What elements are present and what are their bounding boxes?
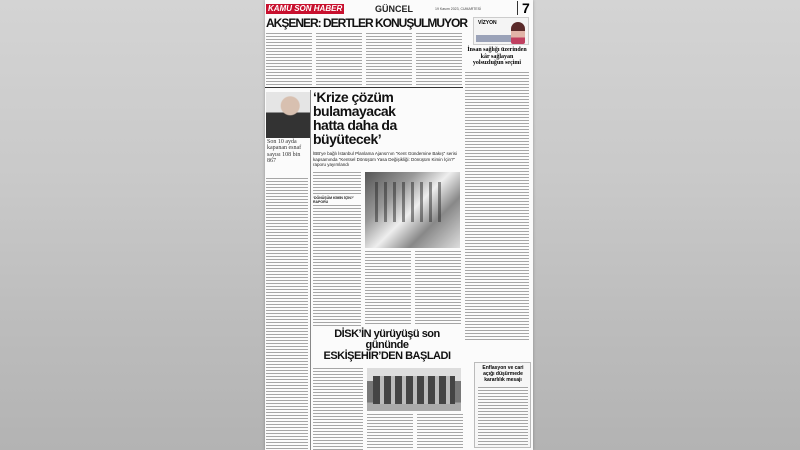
economy-headline: Enflasyon ve cari açığı düşürmede kararlılık mesajı (482, 365, 524, 383)
side-story-headline: Son 10 ayda kapanan esnaf sayısı 108 bin 867 (267, 139, 302, 165)
main-headline-line: ‘Krize çözüm bulamayacak (313, 89, 396, 119)
main-story-text (415, 251, 461, 326)
column-headline: İnsan sağlığı üzerinden kâr sağlayan yolsuzluğun seçimi (467, 47, 527, 67)
march-photo (367, 368, 461, 411)
column-label: VİZYON (478, 20, 497, 26)
side-story-text (266, 178, 308, 450)
divider (265, 87, 463, 88)
main-subhead: ‘DÖNÜŞÜM KİMİN İÇİN?’ RAPORU (313, 196, 361, 204)
portrait-photo (266, 92, 310, 138)
section-title: GÜNCEL (375, 4, 413, 14)
columnist-name-bar (476, 35, 512, 42)
top-story-text (266, 33, 312, 85)
top-story-text (416, 33, 462, 85)
disk-headline-line: ESKİŞEHİR’DEN BAŞLADI (323, 350, 451, 362)
columnist-avatar (511, 22, 525, 44)
main-subtitle: İBB'ye bağlı İstanbul Planlama Ajansı'nın "Kent Gündemine Bakış" serisi kapsamında "Kentsel Dönüşüm Yasa Değişikliği: Dönüşüm Kimin İçin?" raporu yayımlandı (313, 151, 457, 168)
column-rule (310, 90, 311, 450)
economy-box (474, 362, 531, 448)
disk-story-text (417, 414, 463, 448)
column-body-text (465, 72, 529, 340)
page-number: 7 (517, 1, 530, 15)
disk-story-text (367, 414, 413, 448)
newspaper-page (265, 0, 533, 450)
top-headline: AKŞENER: DERTLER KONUŞULMUYOR (266, 16, 468, 30)
top-story-text (316, 33, 362, 85)
disk-headline (313, 329, 461, 362)
column-badge (473, 17, 529, 45)
brand-logo: KAMU SON HABER (268, 4, 343, 13)
top-story-text (366, 33, 412, 85)
disk-story-text (313, 368, 363, 450)
construction-photo (365, 172, 460, 248)
main-story-text (365, 251, 411, 326)
main-headline (313, 90, 461, 146)
disk-headline-line: DİSK’İN yürüyüşü son gününde (334, 328, 440, 351)
main-headline-line: hatta daha da büyütecek’ (313, 117, 397, 147)
economy-text (478, 387, 528, 445)
issue-date: 19 Kasım 2023, CUMARTESİ (435, 7, 482, 11)
